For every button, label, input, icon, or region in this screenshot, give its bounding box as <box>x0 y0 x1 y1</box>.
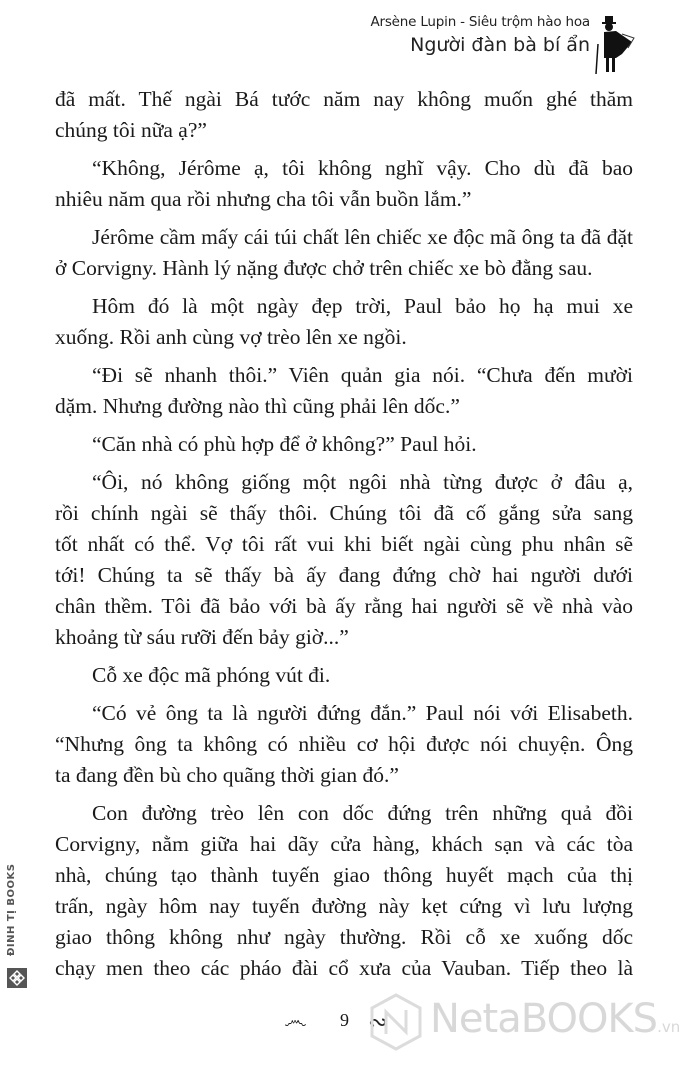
book-title: Người đàn bà bí ẩn <box>410 34 590 56</box>
text-line: đã mất. Thế ngài Bá tước năm nay không muốn ghé thăm <box>55 87 633 111</box>
text-line: rồi chính ngài sẽ thấy thôi. Chúng tôi đã cố gắng sửa sang <box>55 501 633 525</box>
text-line: xuống. Rồi anh cùng vợ trèo lên xe ngồi. <box>55 325 407 349</box>
paragraph <box>55 291 633 353</box>
text-line: giao thông không như ngày thường. Rồi cỗ xe xuống dốc <box>55 925 633 949</box>
text-line: Cỗ xe độc mã phóng vút đi. <box>92 663 331 687</box>
text-line: Hôm đó là một ngày đẹp trời, Paul bảo họ hạ mui xe <box>92 294 633 318</box>
text-line: “Nhưng ông ta không có nhiều cơ hội được nói chuyện. Ông <box>55 732 633 756</box>
left-ornament-icon: ෴ <box>284 1008 307 1034</box>
paragraph <box>55 360 633 422</box>
text-line: tới! Chúng ta sẽ thấy bà ấy đang đứng chờ hai người dưới <box>55 563 633 587</box>
text-line: ta đang đền bù cho quãng thời gian đó.” <box>55 763 399 787</box>
text-line: trấn, ngày hôm nay tuyến đường này kẹt cứng vì lưu lượng <box>55 894 633 918</box>
text-line: “Đi sẽ nhanh thôi.” Viên quản gia nói. “Chưa đến mười <box>92 363 633 387</box>
text-line: khoảng từ sáu rưỡi đến bảy giờ...” <box>55 625 349 649</box>
text-line: “Căn nhà có phù hợp để ở không?” Paul hỏi. <box>92 432 477 456</box>
text-line: chạy men theo các pháo đài cổ xưa của Vauban. Tiếp theo là <box>55 956 633 980</box>
right-ornament-icon: ∾ <box>368 1010 389 1036</box>
publisher-name: ĐINH TỊ BOOKS <box>6 863 17 957</box>
series-title: Arsène Lupin - Siêu trộm hào hoa <box>370 14 590 30</box>
text-line: ở Corvigny. Hành lý nặng được chở trên chiếc xe bò đằng sau. <box>55 256 593 280</box>
watermark-suffix: .vn <box>657 1018 681 1036</box>
text-line: nhà, chúng tạo thành tuyến giao thông huyết mạch của thị <box>55 863 633 887</box>
text-line: Con đường trèo lên con dốc đứng trên những quả đồi <box>92 801 633 825</box>
text-line: Jérôme cầm mấy cái túi chất lên chiếc xe độc mã ông ta đã đặt <box>92 225 633 249</box>
page-body <box>55 84 633 991</box>
text-line: nhiêu năm qua rồi nhưng cha tôi vẫn buồn lắm.” <box>55 187 472 211</box>
watermark <box>368 992 698 1052</box>
arsene-lupin-silhouette-icon <box>592 14 636 76</box>
text-line: chân thềm. Tôi đã bảo với bà ấy rằng hai người sẽ về nhà vào <box>55 594 633 618</box>
running-header <box>370 14 590 56</box>
paragraph <box>55 84 633 146</box>
netabooks-hexagon-icon <box>368 992 424 1052</box>
text-line: dặm. Nhưng đường nào thì cũng phải lên dốc.” <box>55 394 460 418</box>
text-line: “Có vẻ ông ta là người đứng đắn.” Paul nói với Elisabeth. <box>92 701 633 725</box>
text-line: “Ôi, nó không giống một ngôi nhà từng được ở đâu ạ, <box>92 470 633 494</box>
text-line: Corvigny, nằm giữa hai dãy cửa hàng, khách sạn và các tòa <box>55 832 633 856</box>
paragraph <box>55 698 633 791</box>
diamond-logo-icon <box>7 968 27 988</box>
paragraph <box>55 798 633 984</box>
paragraph <box>55 660 633 691</box>
paragraph <box>55 467 633 653</box>
text-line: “Không, Jérôme ạ, tôi không nghĩ vậy. Cho dù đã bao <box>92 156 633 180</box>
watermark-text <box>430 996 680 1042</box>
watermark-brand: NetaBOOKS <box>430 996 658 1042</box>
paragraph <box>55 429 633 460</box>
text-line: chúng tôi nữa ạ?” <box>55 118 207 142</box>
text-line: tốt nhất có thể. Vợ tôi rất vui khi biết ngài cùng phu nhân sẽ <box>55 532 633 556</box>
paragraph <box>55 153 633 215</box>
paragraph <box>55 222 633 284</box>
page-number: 9 <box>340 1010 349 1030</box>
